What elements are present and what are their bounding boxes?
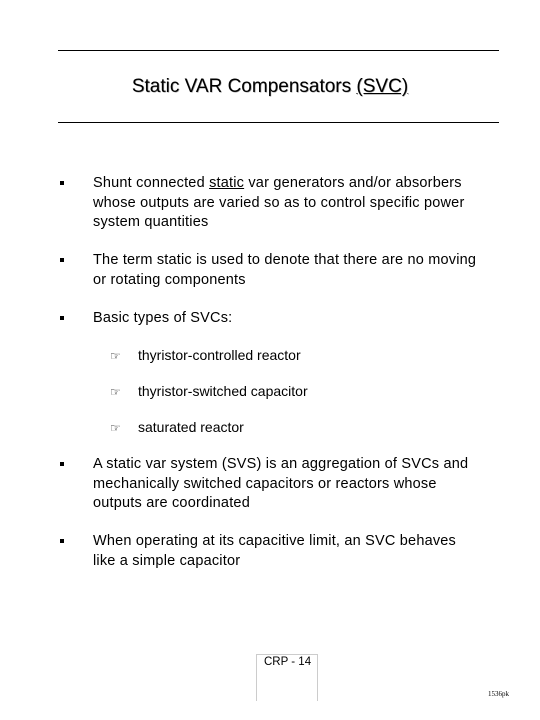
svc-type-label: thyristor-switched capacitor [138, 383, 308, 399]
pointing-hand-icon: ☞ [110, 421, 121, 435]
bullet-item-shunt-connected [60, 174, 480, 233]
title-text: Static VAR Compensators [131, 76, 357, 97]
top-rule [58, 50, 499, 51]
bullet-item-term-static [60, 251, 480, 290]
bullet-marker [60, 316, 64, 320]
bullet-text: When operating at its capacitive limit, an SVC behaves like a simple capacitor [93, 533, 457, 569]
page-title [0, 76, 540, 98]
svc-type-item [110, 418, 244, 437]
bullet-text: A static var system (SVS) is an aggregation of SVCs and mechanically switched capacitors or reactors whose outputs are coordinated [93, 456, 469, 511]
svc-type-item [110, 346, 301, 365]
bullet-text: Shunt connected static var generators and/or absorbers whose outputs are varied so as to control specific power system quantities [93, 175, 465, 230]
bullet-item-basic-types [60, 309, 480, 329]
pointing-hand-icon: ☞ [110, 349, 121, 363]
bullet-marker [60, 462, 64, 466]
pointing-hand-icon: ☞ [110, 385, 121, 399]
bullet-item-static-var-system [60, 455, 480, 514]
svc-type-label: thyristor-controlled reactor [138, 347, 301, 363]
bullet-marker [60, 181, 64, 185]
bullet-marker [60, 258, 64, 262]
title-bottom-rule [58, 122, 499, 123]
bullet-marker [60, 539, 64, 543]
bullet-item-capacitive-limit [60, 532, 480, 571]
svc-type-label: saturated reactor [138, 419, 244, 435]
svc-type-item [110, 382, 308, 401]
bullet-text: Basic types of SVCs: [93, 310, 233, 326]
title-abbreviation: (SVC) [356, 76, 409, 97]
document-code: 1536pk [488, 690, 509, 698]
bullet-text: The term static is used to denote that there are no moving or rotating components [93, 252, 477, 288]
page-number-label: CRP - 14 [264, 656, 312, 668]
